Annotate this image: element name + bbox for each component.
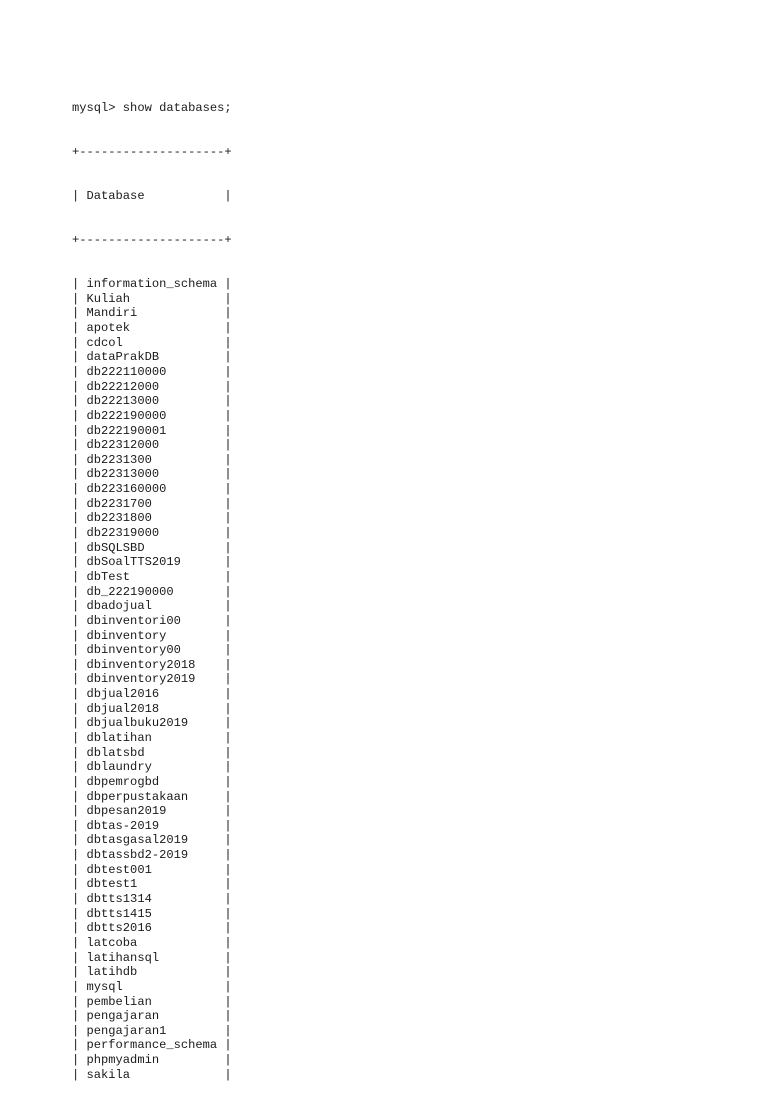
table-row: [72, 467, 232, 482]
table-top-border: +--------------------+: [72, 145, 232, 160]
table-row: [72, 760, 232, 775]
row-left-border: |: [72, 994, 87, 1009]
row-left-border: |: [72, 540, 87, 555]
row-right-border: |: [130, 291, 232, 306]
table-header-row: | Database |: [72, 189, 232, 204]
row-left-border: |: [72, 628, 87, 643]
table-row: [72, 658, 232, 673]
row-right-border: |: [159, 438, 232, 453]
row-left-border: |: [72, 950, 87, 965]
database-name: dbinventori00: [86, 613, 181, 628]
table-row: [72, 995, 232, 1010]
table-row: [72, 980, 232, 995]
row-right-border: |: [180, 555, 232, 570]
row-left-border: |: [72, 965, 87, 980]
database-name: db22213000: [86, 394, 160, 409]
table-row: [72, 1038, 232, 1053]
row-right-border: |: [122, 335, 232, 350]
row-right-border: |: [188, 848, 232, 863]
row-left-border: |: [72, 291, 87, 306]
database-name: dbtts2016: [86, 921, 152, 936]
row-right-border: |: [137, 935, 232, 950]
database-name: dbinventory00: [86, 643, 181, 658]
row-right-border: |: [217, 1038, 232, 1053]
table-row: [72, 599, 232, 614]
row-right-border: |: [130, 1067, 232, 1082]
row-right-border: |: [130, 569, 232, 584]
row-right-border: |: [166, 628, 232, 643]
database-name: dbtest1: [86, 877, 138, 892]
database-name: pembelian: [86, 994, 152, 1009]
row-right-border: |: [159, 379, 232, 394]
database-name: dbjual2018: [86, 701, 160, 716]
table-row: [72, 965, 232, 980]
row-left-border: |: [72, 452, 87, 467]
table-row: [72, 833, 232, 848]
row-left-border: |: [72, 862, 87, 877]
row-right-border: |: [159, 526, 232, 541]
row-right-border: |: [166, 1023, 232, 1038]
table-row: [72, 409, 232, 424]
row-left-border: |: [72, 877, 87, 892]
row-right-border: |: [144, 540, 232, 555]
table-row: [72, 1068, 232, 1083]
table-row: [72, 350, 232, 365]
database-name: dbinventory2018: [86, 657, 196, 672]
row-right-border: |: [151, 921, 232, 936]
row-left-border: |: [72, 321, 87, 336]
row-left-border: |: [72, 569, 87, 584]
row-left-border: |: [72, 423, 87, 438]
database-name: dbadojual: [86, 599, 152, 614]
row-left-border: |: [72, 394, 87, 409]
database-name: dbtasgasal2019: [86, 833, 189, 848]
table-row: [72, 541, 232, 556]
database-name: latihansql: [86, 950, 160, 965]
row-left-border: |: [72, 408, 87, 423]
row-left-border: |: [72, 364, 87, 379]
row-right-border: |: [217, 277, 232, 292]
row-left-border: |: [72, 935, 87, 950]
database-name: db22212000: [86, 379, 160, 394]
table-row: [72, 424, 232, 439]
row-left-border: |: [72, 438, 87, 453]
database-name: dbinventory: [86, 628, 167, 643]
header-pad: |: [144, 189, 232, 204]
row-left-border: |: [72, 599, 87, 614]
row-left-border: |: [72, 657, 87, 672]
table-row: [72, 951, 232, 966]
row-left-border: |: [72, 306, 87, 321]
database-name: dbpemrogbd: [86, 774, 160, 789]
database-name: latihdb: [86, 965, 138, 980]
row-right-border: |: [151, 994, 232, 1009]
table-row: [72, 277, 232, 292]
row-right-border: |: [188, 716, 232, 731]
row-left-border: |: [72, 1067, 87, 1082]
row-right-border: |: [122, 979, 232, 994]
database-name: dbjual2016: [86, 687, 160, 702]
database-name: dbpesan2019: [86, 804, 167, 819]
table-row: [72, 1024, 232, 1039]
row-left-border: |: [72, 613, 87, 628]
row-right-border: |: [159, 774, 232, 789]
row-right-border: |: [151, 599, 232, 614]
row-right-border: |: [159, 1053, 232, 1068]
table-row: [72, 394, 232, 409]
row-left-border: |: [72, 848, 87, 863]
row-right-border: |: [195, 672, 232, 687]
database-name: dbjualbuku2019: [86, 716, 189, 731]
row-left-border: |: [72, 1023, 87, 1038]
database-list: [72, 277, 232, 1082]
row-left-border: |: [72, 672, 87, 687]
row-left-border: |: [72, 789, 87, 804]
row-left-border: |: [72, 467, 87, 482]
database-name: dblaundry: [86, 760, 152, 775]
database-name: pengajaran1: [86, 1023, 167, 1038]
database-name: db223160000: [86, 482, 167, 497]
database-name: dbtassbd2-2019: [86, 848, 189, 863]
table-row: [72, 731, 232, 746]
row-right-border: |: [151, 496, 232, 511]
database-name: dblatsbd: [86, 745, 145, 760]
database-name: db2231300: [86, 452, 152, 467]
row-right-border: |: [151, 862, 232, 877]
terminal-output: [72, 72, 232, 1097]
table-row: [72, 702, 232, 717]
table-row: [72, 643, 232, 658]
database-name: dbtts1415: [86, 906, 152, 921]
row-right-border: |: [159, 701, 232, 716]
row-left-border: |: [72, 1053, 87, 1068]
table-row: [72, 1009, 232, 1024]
table-row: [72, 438, 232, 453]
table-row: [72, 1053, 232, 1068]
command-prompt: mysql> show databases;: [72, 101, 232, 116]
table-row: [72, 921, 232, 936]
table-row: [72, 672, 232, 687]
table-row: [72, 570, 232, 585]
row-right-border: |: [159, 1009, 232, 1024]
database-name: db22319000: [86, 526, 160, 541]
table-row: [72, 292, 232, 307]
database-name: pengajaran: [86, 1009, 160, 1024]
database-name: cdcol: [86, 335, 123, 350]
row-left-border: |: [72, 643, 87, 658]
database-name: db22313000: [86, 467, 160, 482]
row-right-border: |: [151, 760, 232, 775]
row-left-border: |: [72, 818, 87, 833]
row-right-border: |: [137, 965, 232, 980]
row-right-border: |: [195, 657, 232, 672]
database-name: Mandiri: [86, 306, 138, 321]
database-name: db222190000: [86, 408, 167, 423]
row-left-border: |: [72, 979, 87, 994]
database-name: information_schema: [86, 277, 218, 292]
table-row: [72, 511, 232, 526]
table-row: [72, 365, 232, 380]
database-name: dbtts1314: [86, 892, 152, 907]
table-row: [72, 497, 232, 512]
database-name: db2231800: [86, 511, 152, 526]
row-left-border: |: [72, 833, 87, 848]
table-row: [72, 790, 232, 805]
row-left-border: |: [72, 687, 87, 702]
database-name: db222190001: [86, 423, 167, 438]
row-right-border: |: [137, 877, 232, 892]
table-row: [72, 775, 232, 790]
row-right-border: |: [151, 906, 232, 921]
table-row: [72, 380, 232, 395]
row-left-border: |: [72, 526, 87, 541]
row-left-border: |: [72, 350, 87, 365]
database-name: dbinventory2019: [86, 672, 196, 687]
row-left-border: |: [72, 760, 87, 775]
table-row: [72, 848, 232, 863]
database-name: dbtas-2019: [86, 818, 160, 833]
row-right-border: |: [166, 423, 232, 438]
row-right-border: |: [159, 950, 232, 965]
database-name: phpmyadmin: [86, 1053, 160, 1068]
row-right-border: |: [151, 511, 232, 526]
row-right-border: |: [159, 687, 232, 702]
row-right-border: |: [130, 321, 232, 336]
row-right-border: |: [137, 306, 232, 321]
row-left-border: |: [72, 496, 87, 511]
row-left-border: |: [72, 511, 87, 526]
database-name: dbSQLSBD: [86, 540, 145, 555]
row-left-border: |: [72, 745, 87, 760]
database-name: dbtest001: [86, 862, 152, 877]
table-row: [72, 453, 232, 468]
table-row: [72, 482, 232, 497]
table-row: [72, 804, 232, 819]
database-name: performance_schema: [86, 1038, 218, 1053]
row-right-border: |: [159, 818, 232, 833]
row-left-border: |: [72, 335, 87, 350]
row-left-border: |: [72, 555, 87, 570]
row-left-border: |: [72, 482, 87, 497]
row-left-border: |: [72, 716, 87, 731]
database-name: db222110000: [86, 364, 167, 379]
table-row: [72, 306, 232, 321]
row-left-border: |: [72, 277, 87, 292]
database-name: dbperpustakaan: [86, 789, 189, 804]
table-row: [72, 907, 232, 922]
table-row: [72, 877, 232, 892]
row-right-border: |: [166, 482, 232, 497]
row-right-border: |: [173, 584, 232, 599]
row-left-border: |: [72, 774, 87, 789]
row-right-border: |: [188, 789, 232, 804]
row-right-border: |: [180, 613, 232, 628]
row-right-border: |: [166, 804, 232, 819]
table-row: [72, 555, 232, 570]
database-name: dbSoalTTS2019: [86, 555, 181, 570]
database-name: dataPrakDB: [86, 350, 160, 365]
row-left-border: |: [72, 1009, 87, 1024]
table-row: [72, 687, 232, 702]
database-name: db22312000: [86, 438, 160, 453]
table-row: [72, 936, 232, 951]
row-right-border: |: [188, 833, 232, 848]
table-header-border: +--------------------+: [72, 233, 232, 248]
table-row: [72, 629, 232, 644]
database-name: mysql: [86, 979, 123, 994]
row-right-border: |: [159, 394, 232, 409]
table-row: [72, 614, 232, 629]
row-right-border: |: [151, 730, 232, 745]
table-row: [72, 526, 232, 541]
row-left-border: |: [72, 584, 87, 599]
database-name: apotek: [86, 321, 131, 336]
row-left-border: |: [72, 892, 87, 907]
table-row: [72, 336, 232, 351]
table-row: [72, 716, 232, 731]
row-left-border: |: [72, 804, 87, 819]
row-right-border: |: [166, 364, 232, 379]
table-row: [72, 892, 232, 907]
database-name: sakila: [86, 1067, 131, 1082]
database-name: db2231700: [86, 496, 152, 511]
row-right-border: |: [159, 350, 232, 365]
table-row: [72, 863, 232, 878]
row-left-border: |: [72, 921, 87, 936]
row-right-border: |: [151, 452, 232, 467]
row-left-border: |: [72, 906, 87, 921]
row-right-border: |: [166, 408, 232, 423]
row-left-border: |: [72, 379, 87, 394]
row-left-border: |: [72, 1038, 87, 1053]
table-row: [72, 746, 232, 761]
database-name: dblatihan: [86, 730, 152, 745]
database-name: latcoba: [86, 935, 138, 950]
row-right-border: |: [180, 643, 232, 658]
column-header-database: Database: [86, 189, 145, 204]
table-row: [72, 321, 232, 336]
database-name: db_222190000: [86, 584, 174, 599]
database-name: dbTest: [86, 569, 131, 584]
row-left-border: |: [72, 730, 87, 745]
database-name: Kuliah: [86, 291, 131, 306]
row-right-border: |: [159, 467, 232, 482]
row-left-border: |: [72, 701, 87, 716]
row-right-border: |: [151, 892, 232, 907]
row-right-border: |: [144, 745, 232, 760]
table-row: [72, 585, 232, 600]
table-row: [72, 819, 232, 834]
